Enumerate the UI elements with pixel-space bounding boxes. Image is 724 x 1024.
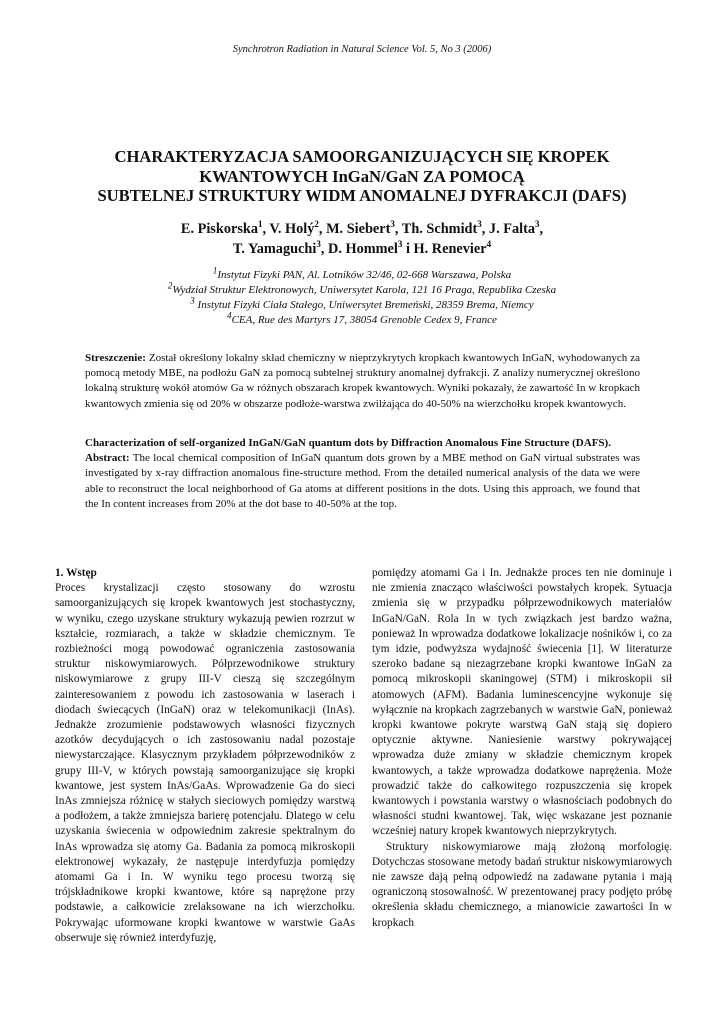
abstract-english [85, 436, 640, 512]
author-affiliation-mark: 3 [316, 239, 321, 250]
author-line [40, 219, 684, 239]
journal-header: Synchrotron Radiation in Natural Science Vol. 5, No 3 (2006) [232, 44, 492, 55]
affiliation-text: Instytut Fizyki PAN, Al. Lotników 32/46, 02-668 Warszawa, Polska [217, 269, 512, 281]
author-line [40, 239, 684, 259]
affiliation [40, 295, 684, 313]
author-separator: , [320, 241, 328, 257]
abstract-english-title-text: Characterization of self-organized InGaN/GaN quantum dots by Diffraction Anomalous Fine Structure (DAFS). [85, 437, 611, 449]
body-paragraph: Proces krystalizacji często stosowany do wzrostu samoorganizujących się kropek kwantowych jest stochastyczny, w wyniku, czego uzyskane struktury wykazują pewien rozrzut w kształcie, rozmiarach, a także w składzie chemicznym. Te rozbieżności mogą powodować ograniczenia zastosowania struktur niskowymiarowych. Półprzewodnikowe struktury niskowymiarowe z grupy III-V cieszą się szczególnym zainteresowaniem z powodu ich zastosowania w laserach i diodach świecących (InGaN) oraz w telekomunikacji (InAs). Jednakże zrozumienie podstawowych własności fizycznych azotków decydujących o ich zastosowaniu nadal pozostaje niewystarczające. Klasycznym przykładem półprzewodników z grupy III-V, w których powstają samoorganizujące się kropki kwantowe, jest system InAs/GaAs. Wprowadzenie Ga do sieci InAs zmniejsza różnicę w stałych sieciowych pomiędzy warstwą a podłożem, a także zmniejsza barierę potencjału. Dlatego w celu uzyskania świecenia w odpowiednim zakresie spektralnym do InAs wprowadza się atomy Ga. Badania za pomocą mikroskopii elektronowej wykazały, że następuje interdyfuzja pomiędzy atomami Ga i In. W wyniku tego procesu tworzą się trójskładnikowe kropki kwantowe, które są naprężone przy podstawie, a całkowicie zrelaksowane na ich wierzchołku. Pokrywając uformowane kropki kwantowe w warstwie GaAs obserwuje się również interdyfuzję, [55, 582, 355, 944]
title-line: KWANTOWYCH InGaN/GaN ZA POMOCĄ [199, 166, 525, 186]
abstract-english-title [85, 436, 640, 451]
author-affiliation-mark: 1 [257, 219, 263, 230]
author-separator: , [262, 221, 270, 237]
affiliation-text: Wydział Struktur Elektronowych, Uniwersytet Karola, 121 16 Praga, Republika Czeska [172, 284, 557, 296]
author-affiliation-mark: 3 [534, 219, 540, 230]
affiliation [40, 310, 684, 328]
affiliation-text: Instytut Fizyki Ciała Stałego, Uniwersytet Bremeński, 28359 Brema, Niemcy [194, 299, 534, 311]
section-heading: 1. Wstęp [55, 567, 97, 579]
author-separator: , [318, 221, 327, 237]
affiliation [40, 265, 684, 283]
abstract-label: Abstract: [85, 452, 130, 465]
author-separator: , [394, 221, 402, 237]
abstract-polish [85, 351, 640, 412]
author-name: H. Renevier [413, 241, 487, 257]
author-affiliation-mark: 3 [477, 219, 482, 230]
affiliation-list [40, 265, 684, 328]
author-affiliation-mark: 3 [390, 219, 395, 230]
title-line: CHARAKTERYZACJA SAMOORGANIZUJĄCYCH SIĘ KROPEK [114, 147, 610, 166]
affiliation [40, 280, 684, 298]
right-column [372, 566, 672, 931]
affiliation-number: 1 [212, 265, 218, 276]
author-separator: , [539, 221, 544, 237]
author-name: Th. Schmidt [401, 221, 478, 237]
author-affiliation-mark: 3 [397, 239, 403, 250]
title-line: SUBTELNEJ STRUKTURY WIDM ANOMALNEJ DYFRAKCJI (DAFS) [97, 186, 627, 205]
author-affiliation-mark: 4 [486, 239, 492, 250]
author-separator: i [402, 241, 414, 257]
abstract-text: Został określony lokalny skład chemiczny w nieprzykrytych kropkach kwantowych InGaN, wyhodowanych za pomocą metody MBE, na podłożu GaN za pomocą subtelnej struktury anomalnej dyfrakcji. Z analizy numerycznej określono lokalną strukturę wokół atomów Ga w różnych obszarach kropek kwantowych. Wyniki pokazały, że zawartość In w kropkach kwantowych zmienia się od 20% w obszarze podłoże-warstwa zwilżająca do 40-50% na wierzchołku kropek kwantowych. [85, 352, 640, 410]
body-paragraph: Struktury niskowymiarowe mają złożoną morfologię. Dotychczas stosowane metody badań struktur niskowymiarowych nie zawsze dają pełną odpowiedź na zadawane pytania i mają ograniczoną stosowalność. W prezentowanej pracy podjęto próbę określenia składu chemicznego, a mianowicie zawartości In w kropkach [372, 840, 672, 929]
affiliation-number: 3 [190, 295, 195, 306]
author-separator: , [481, 221, 489, 237]
author-name: E. Piskorska [180, 221, 258, 237]
abstract-text: The local chemical composition of InGaN quantum dots grown by a MBE method on GaN virtual substrates was investigated by x-ray diffraction anomalous fine-structure method. From the detailed numerical analysis of the data we were able to reconstruct the local neighborhood of Ga atoms at different positions in the dots. Using this approach, we found that the In content increases from 20% at the dot base to 40-50% at the top. [85, 452, 640, 510]
author-name: D. Hommel [328, 241, 398, 257]
abstract-label: Streszczenie: [85, 352, 146, 364]
author-name: T. Yamaguchi [232, 241, 317, 257]
author-name: M. Siebert [326, 221, 391, 237]
author-affiliation-mark: 2 [314, 219, 319, 230]
affiliation-text: CEA, Rue des Martyrs 17, 38054 Grenoble Cedex 9, France [231, 314, 497, 326]
affiliation-number: 4 [227, 310, 232, 321]
body-paragraph: pomiędzy atomami Ga i In. Jednakże proces ten nie dominuje i nie zmienia znacząco właściwości powstałych kropek. Sytuacja zmienia się w przypadku półprzewodnikowych materiałów InGaN/GaN. Rola In w tych związkach jest bardzo ważna, ponieważ In wprowadza dodatkowe lokalizacje nośników i, co za tym idzie, podwyższa wydajność świecenia [1]. W literaturze szeroko badane są niezagrzebane kropki kwantowe InGaN za pomocą mikroskopii skaningowej (STM) i mikroskopii sił atomowych (AFM). Badania luminescencyjne wykonuje się wyłącznie na kropkach zagrzebanych w warstwie GaN, ponieważ kropki kwantowe pokryte warstwą GaN stają się dopiero optycznie aktywne. Naniesienie warstwy pokrywającej wprowadza duże zmiany w składzie chemicznym kropek kwantowych, a także wprowadza dodatkowe naprężenia. Może prowadzić także do całkowitego rozpuszczenia się kropek kwantowych i powstania warstwy o własnościach podobnych do własności studni kwantowej. Tak, więc wskazane jest poznanie wcześniej natury kropek kwantowych nieprzykrytych. [372, 567, 672, 838]
left-column [55, 566, 355, 946]
affiliation-number: 2 [167, 280, 173, 291]
paper-title [40, 147, 684, 206]
author-name: V. Holý [269, 221, 315, 237]
author-list [40, 219, 684, 259]
author-name: J. Falta [488, 221, 535, 237]
